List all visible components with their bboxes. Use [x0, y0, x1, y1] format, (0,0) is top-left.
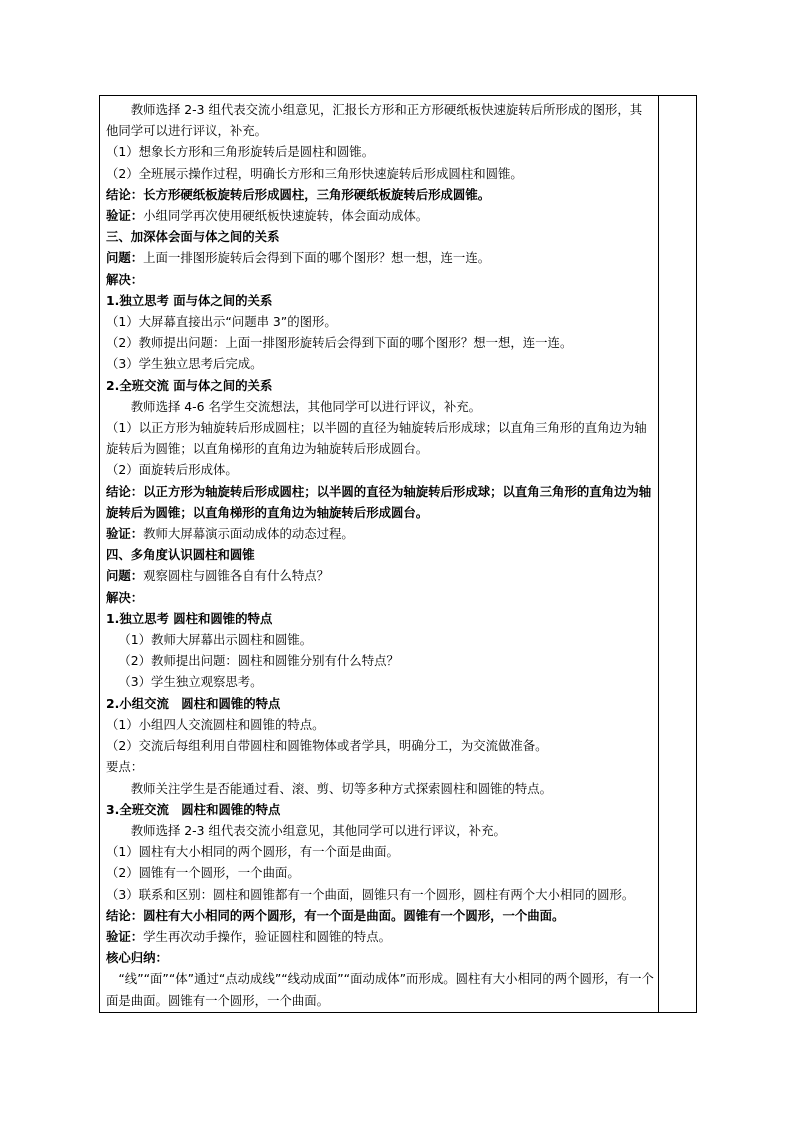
lesson-content	[106, 99, 654, 1011]
section-heading: 三、加深体会面与体之间的关系	[106, 229, 280, 245]
paragraph: （1）大屏幕直接出示“问题串 3”的图形。	[106, 314, 337, 330]
section-heading: 2.全班交流 面与体之间的关系	[106, 377, 273, 393]
paragraph	[106, 926, 654, 947]
paragraph	[106, 205, 654, 226]
paragraph	[106, 565, 654, 586]
paragraph: （3）学生独立观察思考。	[118, 674, 263, 690]
paragraph: （2）教师提出问题：圆柱和圆锥分别有什么特点？	[118, 653, 399, 669]
paragraph-label: 验证：	[106, 526, 144, 542]
paragraph-label: 结论：	[106, 907, 144, 923]
paragraph: 教师选择 2-3 组代表交流小组意见，汇报长方形和正方形硬纸板快速旋转后所形成的图形，其他同学可以进行评议，补充。	[106, 102, 643, 139]
paragraph-text: 长方形硬纸板旋转后形成圆柱，三角形硬纸板旋转后形成圆锥。	[143, 186, 491, 202]
paragraph	[106, 247, 654, 268]
lesson-table	[99, 95, 697, 1013]
paragraph-text: 学生再次动手操作，验证圆柱和圆锥的特点。	[143, 928, 391, 944]
notes-column	[658, 96, 659, 1012]
paragraph-text: 教师大屏幕演示面动成体的动态过程。	[143, 526, 354, 542]
paragraph-text: 圆柱有大小相同的两个圆形，有一个面是曲面。圆锥有一个圆形，一个曲面。	[143, 907, 565, 923]
paragraph: 教师选择 2-3 组代表交流小组意见，其他同学可以进行评议，补充。	[130, 822, 506, 838]
paragraph: 教师关注学生是否能通过看、滚、剪、切等多种方式探索圆柱和圆锥的特点。	[130, 780, 553, 796]
paragraph-label: 结论：	[106, 186, 144, 202]
paragraph-label: 验证：	[106, 208, 144, 224]
paragraph: （3）联系和区别：圆柱和圆锥都有一个曲面，圆锥只有一个圆形，圆柱有两个大小相同的圆形。	[106, 886, 635, 902]
paragraph: （1）圆柱有大小相同的两个圆形，有一个面是曲面。	[106, 844, 399, 860]
paragraph: 教师选择 4-6 名学生交流想法，其他同学可以进行评议，补充。	[130, 398, 482, 414]
section-heading: 四、多角度认识圆柱和圆锥	[106, 547, 255, 563]
paragraph: （2）全班展示操作过程，明确长方形和三角形快速旋转后形成圆柱和圆锥。	[106, 165, 523, 181]
paragraph: （2）面旋转后形成体。	[106, 462, 238, 478]
section-heading: 2.小组交流 圆柱和圆锥的特点	[106, 695, 281, 711]
paragraph: （1）教师大屏幕出示圆柱和圆锥。	[118, 632, 313, 648]
paragraph-text: 以正方形为轴旋转后形成圆柱；以半圆的直径为轴旋转后形成球；以直角三角形的直角边为轴旋转后为圆锥；以直角梯形的直角边为轴旋转后形成圆台。	[106, 483, 652, 520]
paragraph	[106, 905, 654, 926]
section-heading: 核心归纳：	[106, 950, 168, 966]
paragraph: （1）想象长方形和三角形旋转后是圆柱和圆锥。	[106, 144, 375, 160]
paragraph	[106, 523, 654, 544]
paragraph: （1）以正方形为轴旋转后形成圆柱；以半圆的直径为轴旋转后形成球；以直角三角形的直角边为轴旋转后为圆锥；以直角梯形的直角边为轴旋转后形成圆台。	[106, 420, 647, 457]
paragraph: “线”“面”“体”通过“点动成线”“线动成面”“面动成体”而形成。圆柱有大小相同的两个圆形，有一个面是曲面。圆锥有一个圆形，一个曲面。	[106, 971, 654, 1008]
paragraph-label: 问题：	[106, 568, 144, 584]
paragraph-text: 观察圆柱与圆锥各自有什么特点？	[143, 568, 330, 584]
section-heading: 解决：	[106, 589, 144, 605]
paragraph: 要点：	[106, 759, 144, 775]
paragraph-label: 结论：	[106, 483, 144, 499]
paragraph-text: 上面一排图形旋转后会得到下面的哪个图形？想一想，连一连。	[143, 250, 491, 266]
paragraph-label: 验证：	[106, 928, 144, 944]
section-heading: 1.独立思考 圆柱和圆锥的特点	[106, 610, 273, 626]
paragraph: （3）学生独立思考后完成。	[106, 356, 263, 372]
section-heading: 解决：	[106, 271, 144, 287]
section-heading: 3.全班交流 圆柱和圆锥的特点	[106, 801, 281, 817]
paragraph: （2）教师提出问题：上面一排图形旋转后会得到下面的哪个图形？想一想，连一连。	[106, 335, 573, 351]
paragraph-label: 问题：	[106, 250, 144, 266]
paragraph	[106, 184, 654, 205]
paragraph: （2）交流后每组利用自带圆柱和圆锥物体或者学具，明确分工，为交流做准备。	[106, 738, 548, 754]
paragraph-text: 小组同学再次使用硬纸板快速旋转，体会面动成体。	[143, 208, 429, 224]
paragraph: （2）圆锥有一个圆形，一个曲面。	[106, 865, 300, 881]
paragraph	[106, 481, 654, 523]
section-heading: 1.独立思考 面与体之间的关系	[106, 292, 273, 308]
paragraph: （1）小组四人交流圆柱和圆锥的特点。	[106, 716, 325, 732]
